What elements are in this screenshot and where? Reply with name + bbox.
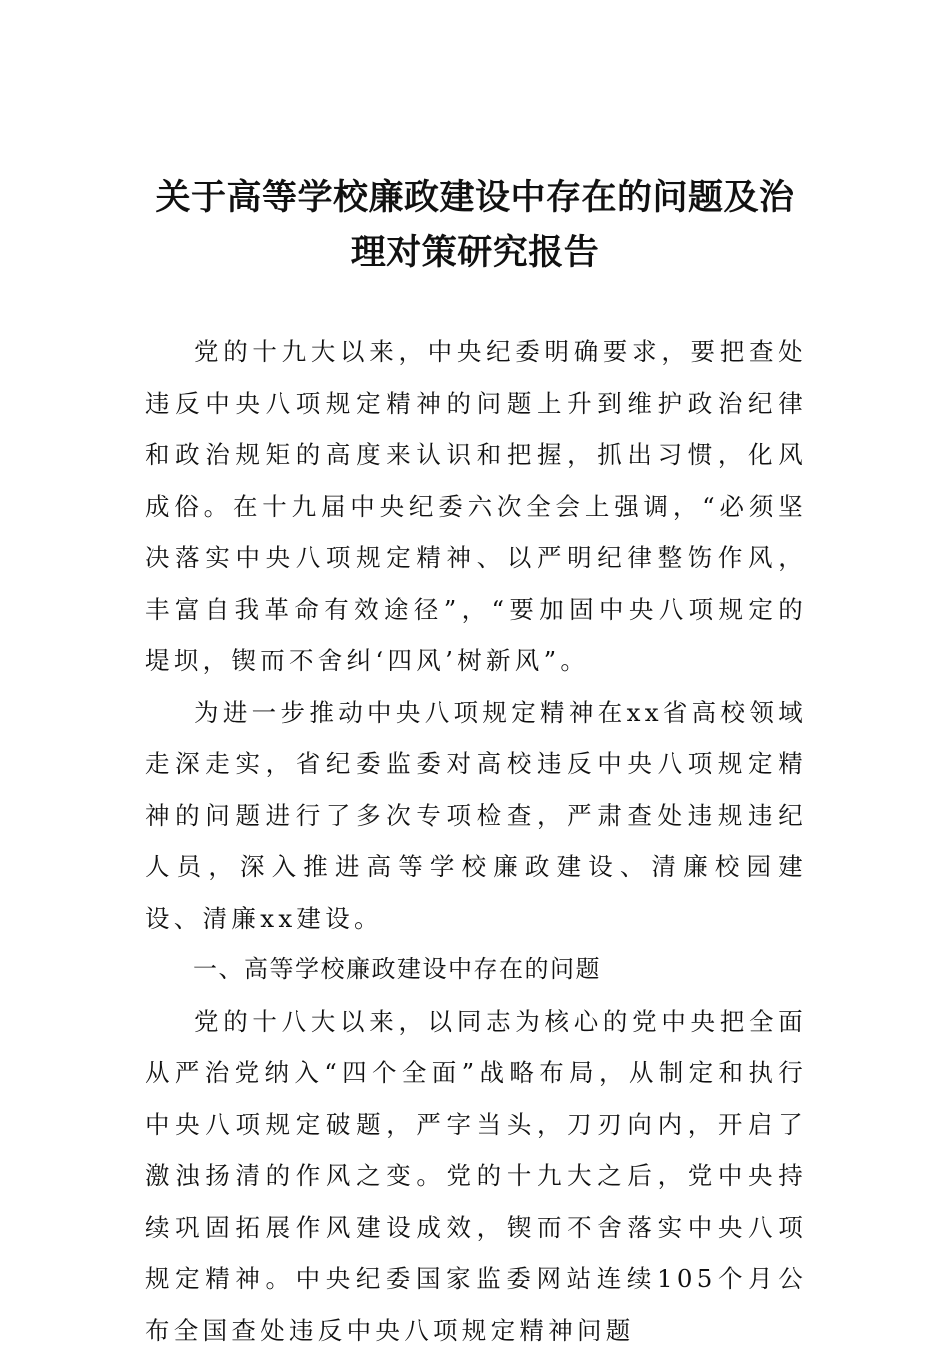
title-line-2: 理对策研究报告 [140, 225, 810, 280]
document-body [145, 326, 807, 1356]
section-heading-1: 一、高等学校廉政建设中存在的问题 [145, 944, 807, 996]
paragraph-section1-1: 党的十八大以来，以同志为核心的党中央把全面从严治党纳入“四个全面”战略布局，从制定和执行中央八项规定破题，严字当头，刀刃向内，开启了激浊扬清的作风之变。党的十九大之后，党中央持续巩固拓展作风建设成效，锲而不舍落实中央八项规定精神。中央纪委国家监委网站连续105个月公布全国查处违反中央八项规定精神问题 [145, 996, 807, 1356]
paragraph-intro-1: 党的十九大以来，中央纪委明确要求，要把查处违反中央八项规定精神的问题上升到维护政治纪律和政治规矩的高度来认识和把握，抓出习惯，化风成俗。在十九届中央纪委六次全会上强调，“必须坚决落实中央八项规定精神、以严明纪律整饬作风，丰富自我革命有效途径”，“要加固中央八项规定的堤坝，锲而不舍纠‘四风’树新风”。 [145, 326, 807, 687]
paragraph-intro-2: 为进一步推动中央八项规定精神在xx省高校领域走深走实，省纪委监委对高校违反中央八项规定精神的问题进行了多次专项检查，严肃查处违规违纪人员，深入推进高等学校廉政建设、清廉校园建设、清廉xx建设。 [145, 687, 807, 945]
title-line-1: 关于高等学校廉政建设中存在的问题及治 [140, 170, 810, 225]
document-title [140, 170, 810, 280]
